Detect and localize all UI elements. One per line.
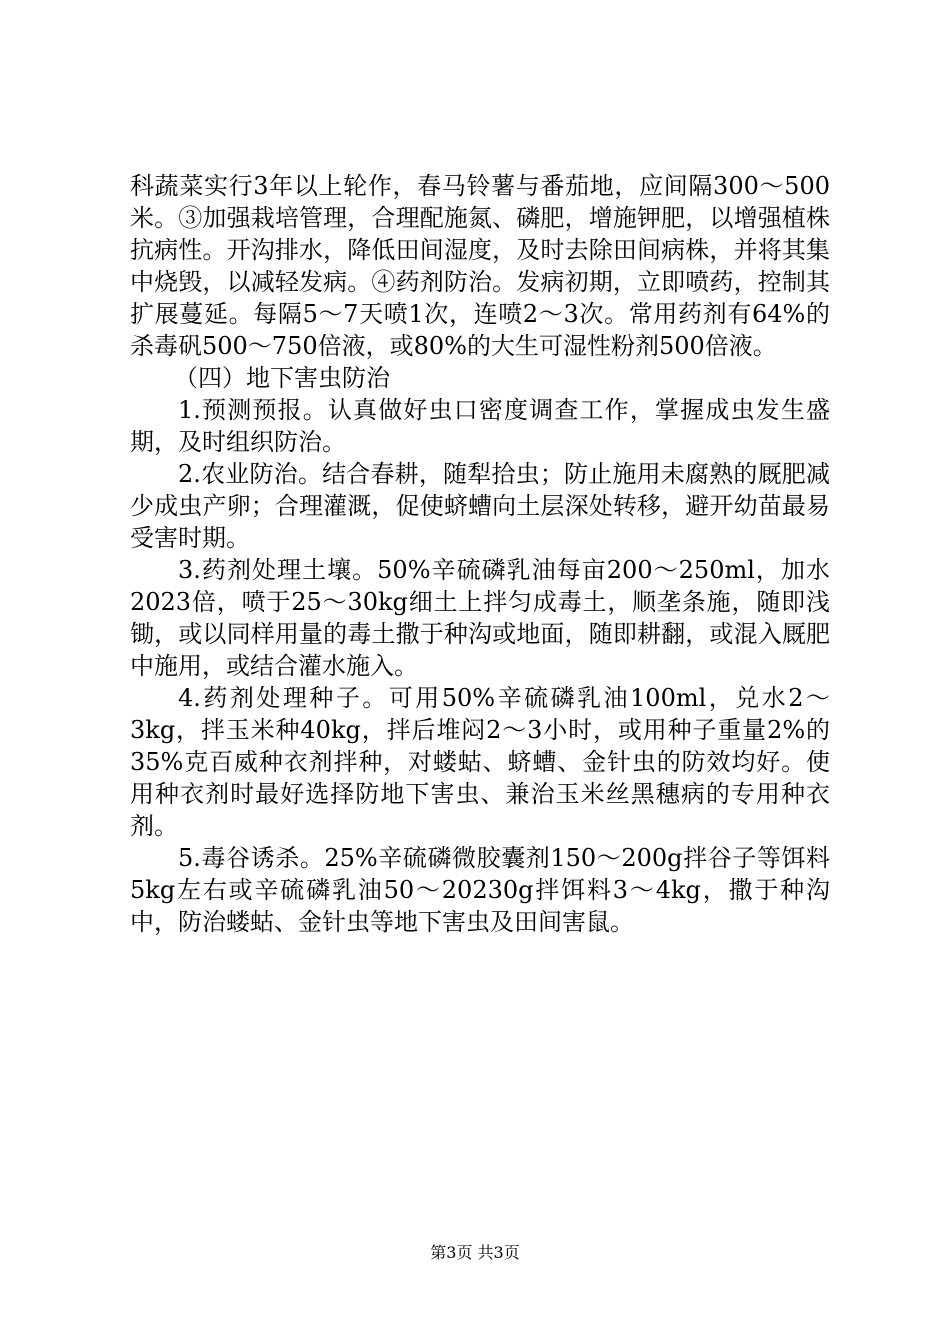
paragraph-soil-treatment: 3.药剂处理土壤。50%辛硫磷乳油每亩200～250ml，加水2023倍，喷于25～30kg细土上拌匀成毒土，顺垄条施，随即浅锄，或以同样用量的毒土撒于种沟或地面，随即耕翻，或混入厩肥中施用，或结合灌水施入。	[130, 556, 830, 680]
paragraph-poison-bait: 5.毒谷诱杀。25%辛硫磷微胶囊剂150～200g拌谷子等饵料5kg左右或辛硫磷乳油50～20230g拌饵料3～4kg，撒于种沟中，防治蝼蛄、金针虫等地下害虫及田间害鼠。	[130, 844, 830, 936]
paragraph-disease-control: 科蔬菜实行3年以上轮作，春马铃薯与番茄地，应间隔300～500米。③加强栽培管理，合理配施氮、磷肥，增施钾肥，以增强植株抗病性。开沟排水，降低田间湿度，及时去除田间病株，并将其集中烧毁，以减轻发病。④药剂防治。发病初期，立即喷药，控制其扩展蔓延。每隔5～7天喷1次，连喷2～3次。常用药剂有64%的杀毒矾500～750倍液，或80%的大生可湿性粉剂500倍液。	[130, 172, 830, 360]
section-heading-underground-pests: （四）地下害虫防治	[174, 364, 390, 392]
paragraph-forecast: 1.预测预报。认真做好虫口密度调查工作，掌握成虫发生盛期，及时组织防治。	[130, 396, 830, 456]
document-body	[130, 170, 830, 938]
page-footer: 第3页 共3页	[430, 1243, 520, 1262]
paragraph-agricultural-control: 2.农业防治。结合春耕，随犁拾虫；防止施用未腐熟的厩肥减少成虫产卵；合理灌溉，促使蛴螬向土层深处转移，避开幼苗最易受害时期。	[130, 460, 830, 552]
paragraph-seed-treatment: 4.药剂处理种子。可用50%辛硫磷乳油100ml，兑水2～3kg，拌玉米种40kg，拌后堆闷2～3小时，或用种子重量2%的35%克百威种衣剂拌种，对蝼蛄、蛴螬、金针虫的防效均好。使用种衣剂时最好选择防地下害虫、兼治玉米丝黑穗病的专用种衣剂。	[130, 684, 830, 840]
